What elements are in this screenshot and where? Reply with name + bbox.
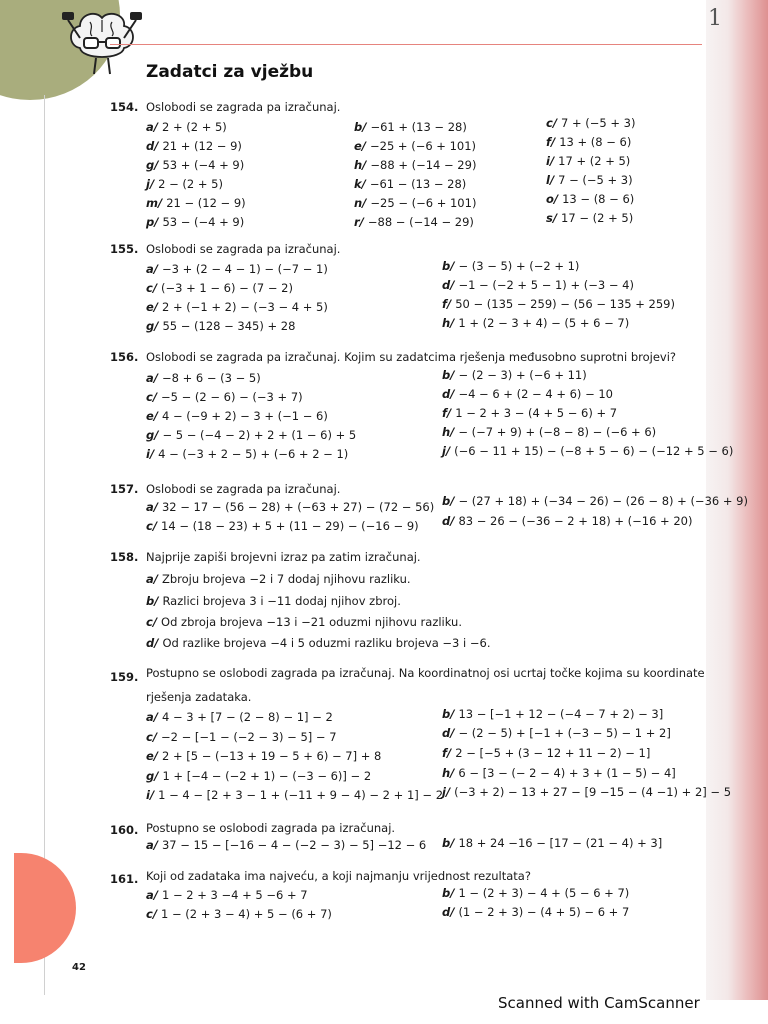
problem-item: f/ 2 − [−5 + (3 − 12 + 11 − 2) − 1] (442, 746, 651, 760)
problem-item: b/ − (2 − 3) + (−6 + 11) (442, 368, 587, 382)
problem-item: p/ 53 − (−4 + 9) (146, 215, 245, 229)
problem-item: a/ 2 + (2 + 5) (146, 120, 227, 134)
problem-item: o/ 13 − (8 − 6) (546, 192, 635, 206)
problem-item: f/ 13 + (8 − 6) (546, 135, 632, 149)
problem-item: b/ 18 + 24 −16 − [17 − (21 − 4) + 3] (442, 836, 663, 850)
problem-item: c/ 7 + (−5 + 3) (546, 116, 636, 130)
problem-item: f/ 50 − (135 − 259) − (56 − 135 + 259) (442, 297, 675, 311)
problem-text: Postupno se oslobodi zagrada pa izračunaj. Na koordinatnoj osi ucrtaj točke kojima su koordinate (146, 666, 705, 680)
problem-item: b/ 13 − [−1 + 12 − (−4 − 7 + 2) − 3] (442, 707, 664, 721)
problem-item: a/ 4 − 3 + [7 − (2 − 8) − 1] − 2 (146, 710, 333, 724)
problem-number: 159. (110, 670, 139, 684)
problem-item: h/ − (−7 + 9) + (−8 − 8) − (−6 + 6) (442, 425, 657, 439)
problem-item: d/ Od razlike brojeva −4 i 5 oduzmi razliku brojeva −3 i −6. (146, 636, 491, 650)
problem-item: i/ 17 + (2 + 5) (546, 154, 631, 168)
problem-item: a/ 1 − 2 + 3 −4 + 5 −6 + 7 (146, 888, 308, 902)
problem-item: a/ −8 + 6 − (3 − 5) (146, 371, 261, 385)
problem-item: j/ (−6 − 11 + 15) − (−8 + 5 − 6) − (−12 + 5 − 6) (442, 444, 734, 458)
scanner-watermark: Scanned with CamScanner (498, 994, 700, 1012)
problem-item: a/ −3 + (2 − 4 − 1) − (−7 − 1) (146, 262, 328, 276)
problem-item: g/ 55 − (128 − 345) + 28 (146, 319, 296, 333)
problem-number: 156. (110, 350, 139, 364)
problem-item: d/ −4 − 6 + (2 − 4 + 6) − 10 (442, 387, 613, 401)
problem-item: a/ Zbroju brojeva −2 i 7 dodaj njihovu razliku. (146, 572, 411, 586)
problem-item: c/ 14 − (18 − 23) + 5 + (11 − 29) − (−16 − 9) (146, 519, 419, 533)
problem-number: 160. (110, 823, 139, 837)
problem-item: c/ −2 − [−1 − (−2 − 3) − 5] − 7 (146, 730, 337, 744)
problem-number: 157. (110, 482, 139, 496)
problem-item: h/ −88 + (−14 − 29) (354, 158, 477, 172)
problem-text: Koji od zadataka ima najveću, a koji najmanju vrijednost rezultata? (146, 869, 531, 883)
problem-item: l/ 7 − (−5 + 3) (546, 173, 633, 187)
problem-item: f/ 1 − 2 + 3 − (4 + 5 − 6) + 7 (442, 406, 618, 420)
problem-text: Oslobodi se zagrada pa izračunaj. (146, 100, 341, 114)
problem-text-continued: rješenja zadataka. (146, 690, 252, 704)
problem-item: e/ 2 + [5 − (−13 + 19 − 5 + 6) − 7] + 8 (146, 749, 382, 763)
problem-item: b/ −61 + (13 − 28) (354, 120, 467, 134)
problem-item: c/ 1 − (2 + 3 − 4) + 5 − (6 + 7) (146, 907, 332, 921)
problem-item: r/ −88 − (−14 − 29) (354, 215, 474, 229)
problem-item: d/ (1 − 2 + 3) − (4 + 5) − 6 + 7 (442, 905, 630, 919)
problem-item: e/ 4 − (−9 + 2) − 3 + (−1 − 6) (146, 409, 328, 423)
problem-number: 155. (110, 242, 139, 256)
problem-item: j/ (−3 + 2) − 13 + 27 − [9 −15 − (4 −1) + 2] − 5 (442, 785, 732, 799)
header-rule (110, 44, 702, 45)
problem-item: c/ −5 − (2 − 6) − (−3 + 7) (146, 390, 303, 404)
problem-text: Oslobodi se zagrada pa izračunaj. (146, 242, 341, 256)
problem-number: 158. (110, 550, 139, 564)
problem-item: b/ Razlici brojeva 3 i −11 dodaj njihov zbroj. (146, 594, 401, 608)
problem-item: s/ 17 − (2 + 5) (546, 211, 634, 225)
problem-item: g/ − 5 − (−4 − 2) + 2 + (1 − 6) + 5 (146, 428, 357, 442)
problem-item: d/ 21 + (12 − 9) (146, 139, 242, 153)
problem-item: e/ −25 + (−6 + 101) (354, 139, 477, 153)
problem-item: c/ (−3 + 1 − 6) − (7 − 2) (146, 281, 293, 295)
problem-item: m/ 21 − (12 − 9) (146, 196, 246, 210)
problem-item: b/ 1 − (2 + 3) − 4 + (5 − 6 + 7) (442, 886, 630, 900)
problem-item: d/ −1 − (−2 + 5 − 1) + (−3 − 4) (442, 278, 634, 292)
problem-item: i/ 4 − (−3 + 2 − 5) + (−6 + 2 − 1) (146, 447, 349, 461)
problem-item: e/ 2 + (−1 + 2) − (−3 − 4 + 5) (146, 300, 328, 314)
problem-item: d/ − (2 − 5) + [−1 + (−3 − 5) − 1 + 2] (442, 726, 671, 740)
problem-number: 154. (110, 100, 139, 114)
problem-item: d/ 83 − 26 − (−36 − 2 + 18) + (−16 + 20) (442, 514, 693, 528)
problem-text: Oslobodi se zagrada pa izračunaj. (146, 482, 341, 496)
problem-item: g/ 53 + (−4 + 9) (146, 158, 245, 172)
problem-item: b/ − (3 − 5) + (−2 + 1) (442, 259, 580, 273)
problem-item: h/ 6 − [3 − (− 2 − 4) + 3 + (1 − 5) − 4] (442, 766, 676, 780)
problem-text: Najprije zapiši brojevni izraz pa zatim izračunaj. (146, 550, 421, 564)
problem-text: Oslobodi se zagrada pa izračunaj. Kojim su zadatcima rješenja međusobno suprotni brojevi? (146, 350, 677, 364)
problem-item: k/ −61 − (13 − 28) (354, 177, 467, 191)
problem-item: n/ −25 − (−6 + 101) (354, 196, 477, 210)
problem-item: g/ 1 + [−4 − (−2 + 1) − (−3 − 6)] − 2 (146, 769, 372, 783)
section-title: Zadatci za vježbu (146, 62, 314, 82)
problem-item: c/ Od zbroja brojeva −13 i −21 oduzmi njihovu razliku. (146, 615, 462, 629)
page-number: 42 (72, 962, 86, 973)
problem-item: j/ 2 − (2 + 5) (146, 177, 223, 191)
problem-item: b/ − (27 + 18) + (−34 − 26) − (26 − 8) + (−36 + 9) (442, 494, 748, 508)
problem-item: a/ 32 − 17 − (56 − 28) + (−63 + 27) − (72 − 56) (146, 500, 435, 514)
problem-text: Postupno se oslobodi zagrada pa izračunaj. (146, 821, 396, 835)
brain-mascot-icon (62, 8, 142, 78)
problem-item: h/ 1 + (2 − 3 + 4) − (5 + 6 − 7) (442, 316, 630, 330)
problem-item: a/ 37 − 15 − [−16 − 4 − (−2 − 3) − 5] −12 − 6 (146, 838, 427, 852)
problem-item: i/ 1 − 4 − [2 + 3 − 1 + (−11 + 9 − 4) − 2 + 1] − 2 (146, 788, 444, 802)
side-tab-number: 1 (708, 6, 722, 31)
problem-number: 161. (110, 872, 139, 886)
pink-margin-decoration (14, 853, 76, 963)
